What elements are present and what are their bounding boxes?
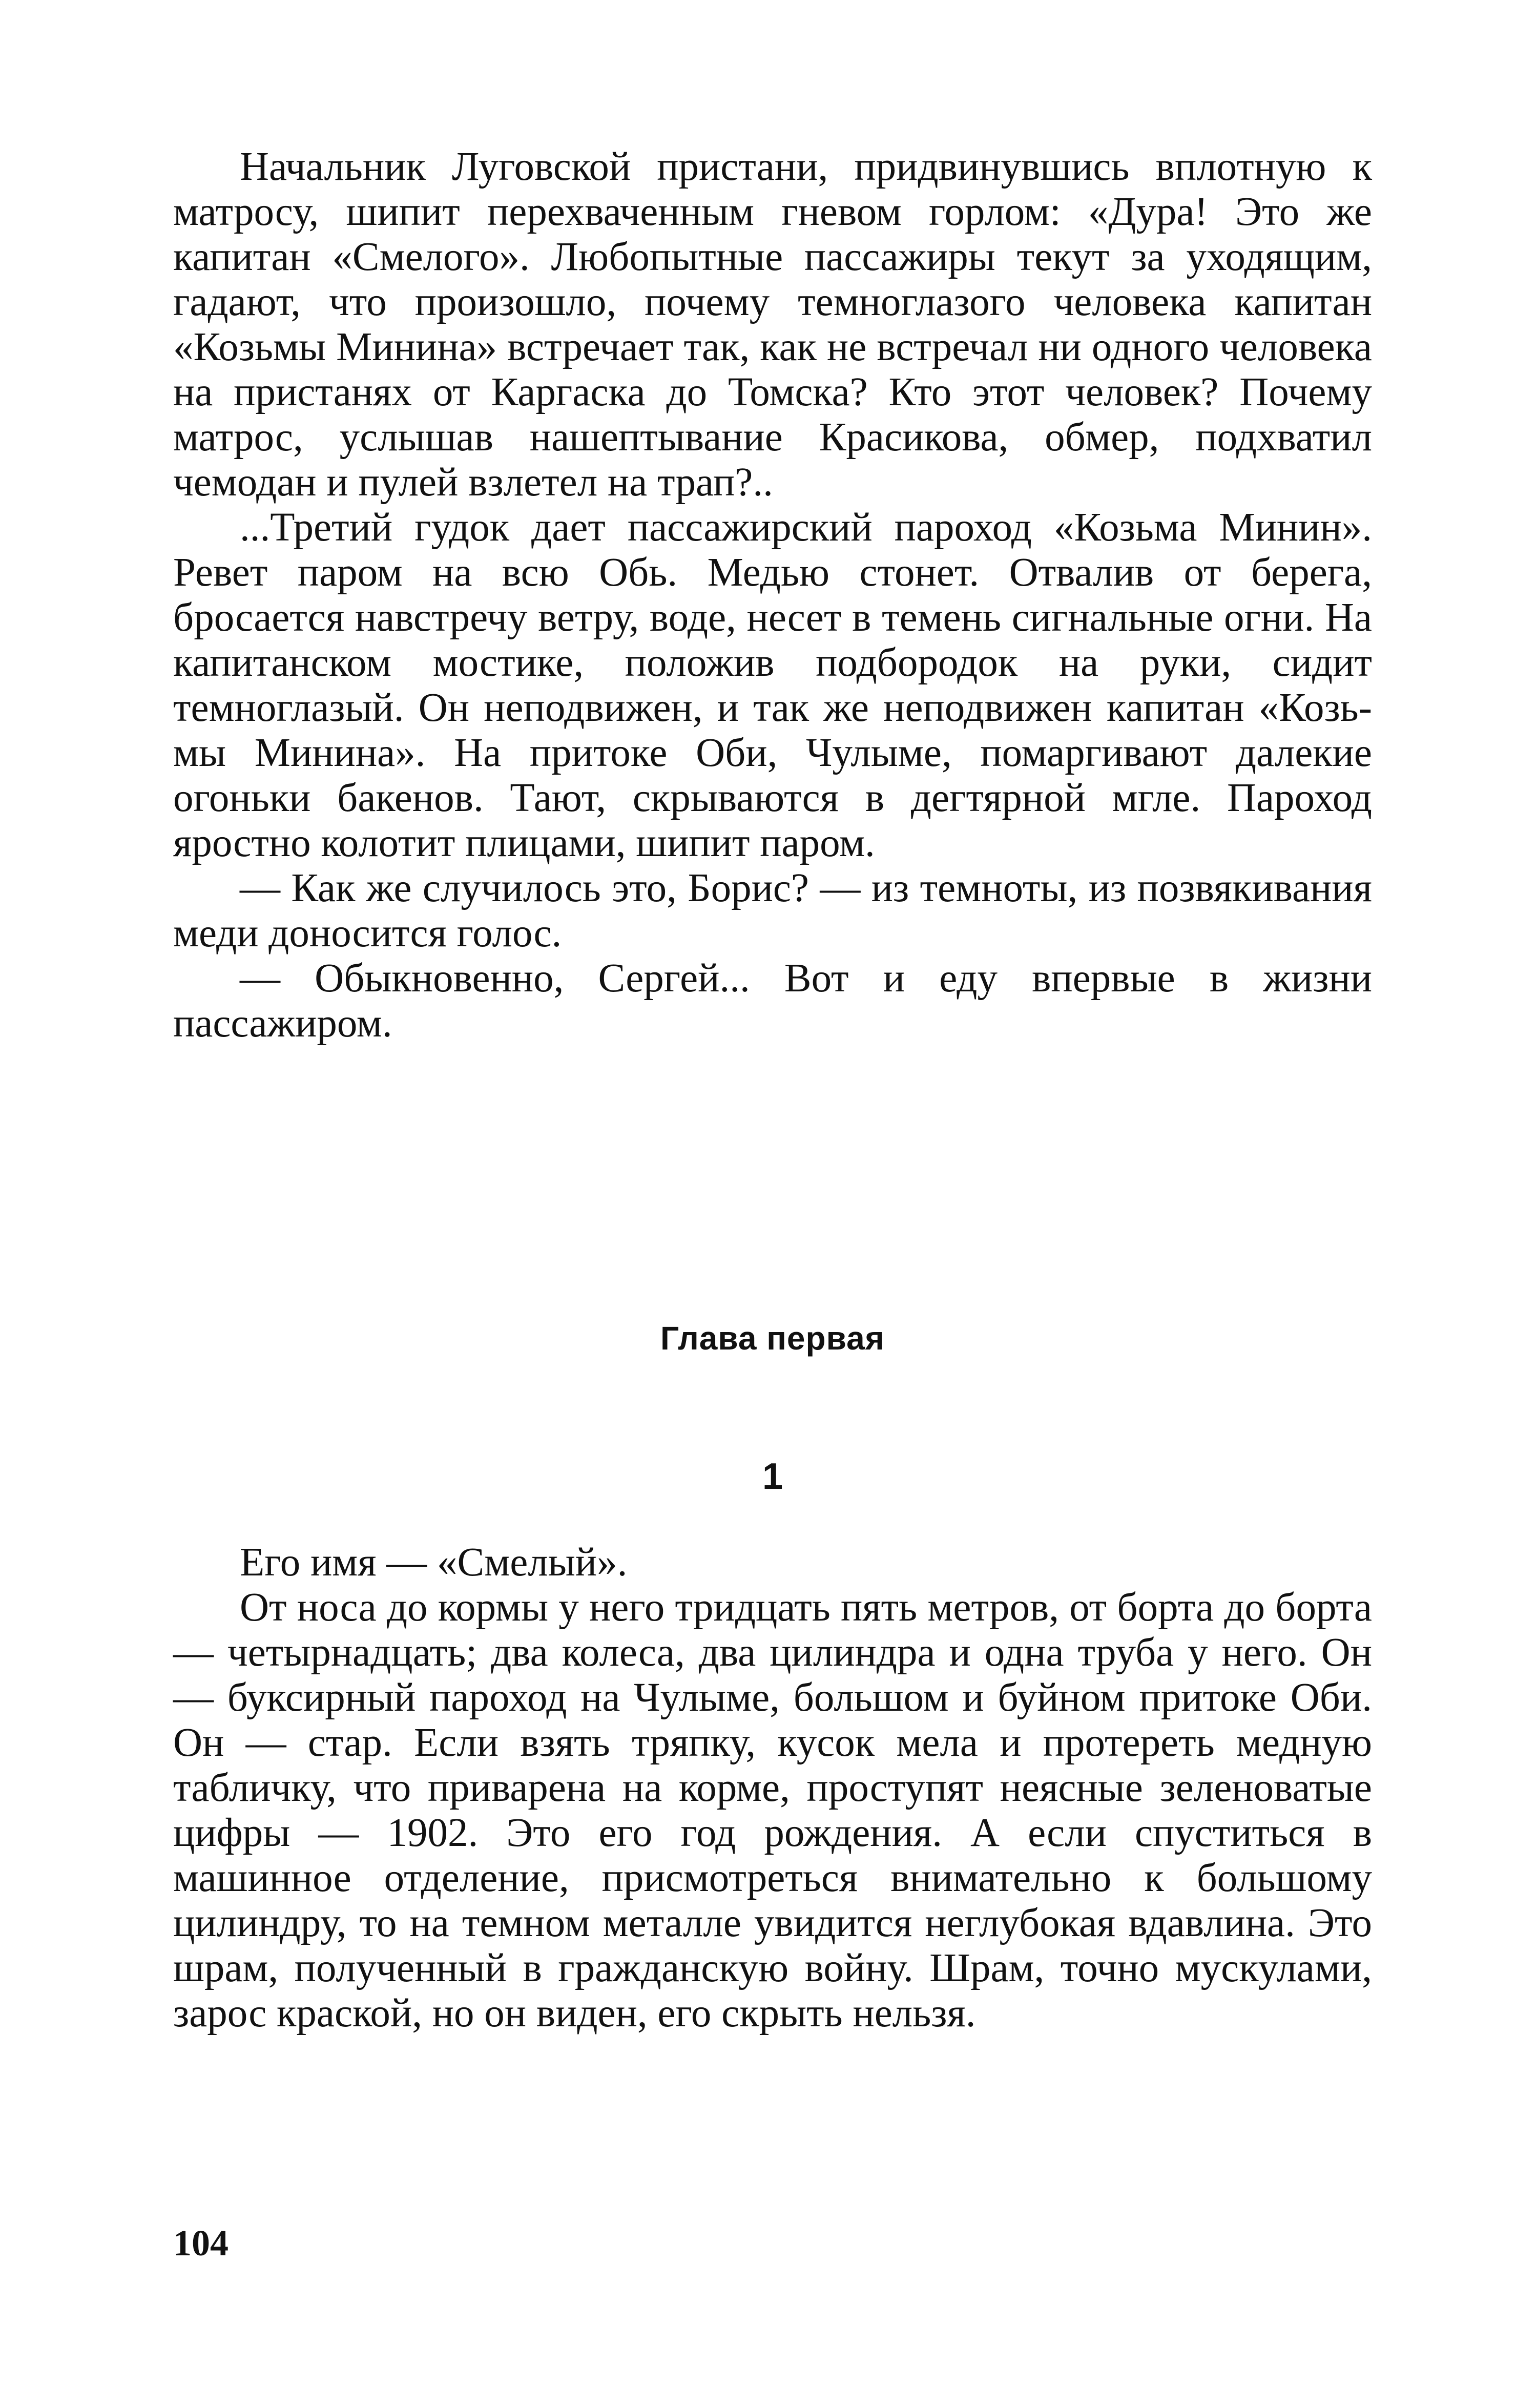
paragraph-dialogue-answer: — Обыкновенно, Сергей... Вот и еду впервые в жизни пассажиром. [173,956,1372,1046]
chapter-title: Глава первая [660,1320,885,1357]
page-number: 104 [173,2223,229,2264]
previous-section-text [173,144,1372,1046]
chapter-text [173,1540,1372,2036]
paragraph-ship-description: От носа до кормы у него тридцать пять метров, от борта до борта — четырнадцать; два колеса, два цилиндра и одна труба у него. Он — буксирный пароход на Чулыме, большом и буйном притоке Оби. Он — стар. Если взять тряпку, кусок мела и протереть медную табличку, что приварена на корме, проступят неясные зеленоватые цифры — 1902. Это его год рождения. А если спуститься в машинное отделение, присмотреться внимательно к большому цилиндру, то на темном металле увидится неглубокая вдавлина. Это шрам, полученный в гражданскую войну. Шрам, точно мускулами, зарос краской, но он виден, его скрыть нельзя. [173,1585,1372,2036]
paragraph-pier-chief: Начальник Луговской пристани, придвинувшись вплотную к матросу, шипит перехваченным гневом горлом: «Дура! Это же капитан «Смелого». Любопытные пассажиры текут за уходящим, гадают, что произошло, почему темноглазого человека капитан «Козьмы Минина» встречает так, как не встречал ни одного человека на пристанях от Каргаска до Томска? Кто этот человек? Почему матрос, услышав нашептывание Красикова, обмер, подхватил чемодан и пулей взлетел на трап?.. [173,144,1372,505]
paragraph-third-whistle: ...Третий гудок дает пассажирский пароход «Козьма Минин». Ревет паром на всю Обь. Медью стонет. Отвалив от берега, бросается навстречу ветру, воде, несет в темень сигнальные огни. На капитанском мостике, положив подбородок на руки, сидит темноглазый. Он неподвижен, и так же неподвижен капитан «Козьмы Минина». На притоке Оби, Чулыме, помаргивают далекие огоньки бакенов. Тают, скрываются в дегтярной мгле. Пароход яростно колотит плицами, шипит паром. [173,505,1372,865]
paragraph-ship-name: Его имя — «Смелый». [240,1540,628,1585]
section-number: 1 [762,1456,783,1497]
paragraph-dialogue-question: — Как же случилось это, Борис? — из темноты, из позвякивания меди доносится голос. [173,866,1372,956]
